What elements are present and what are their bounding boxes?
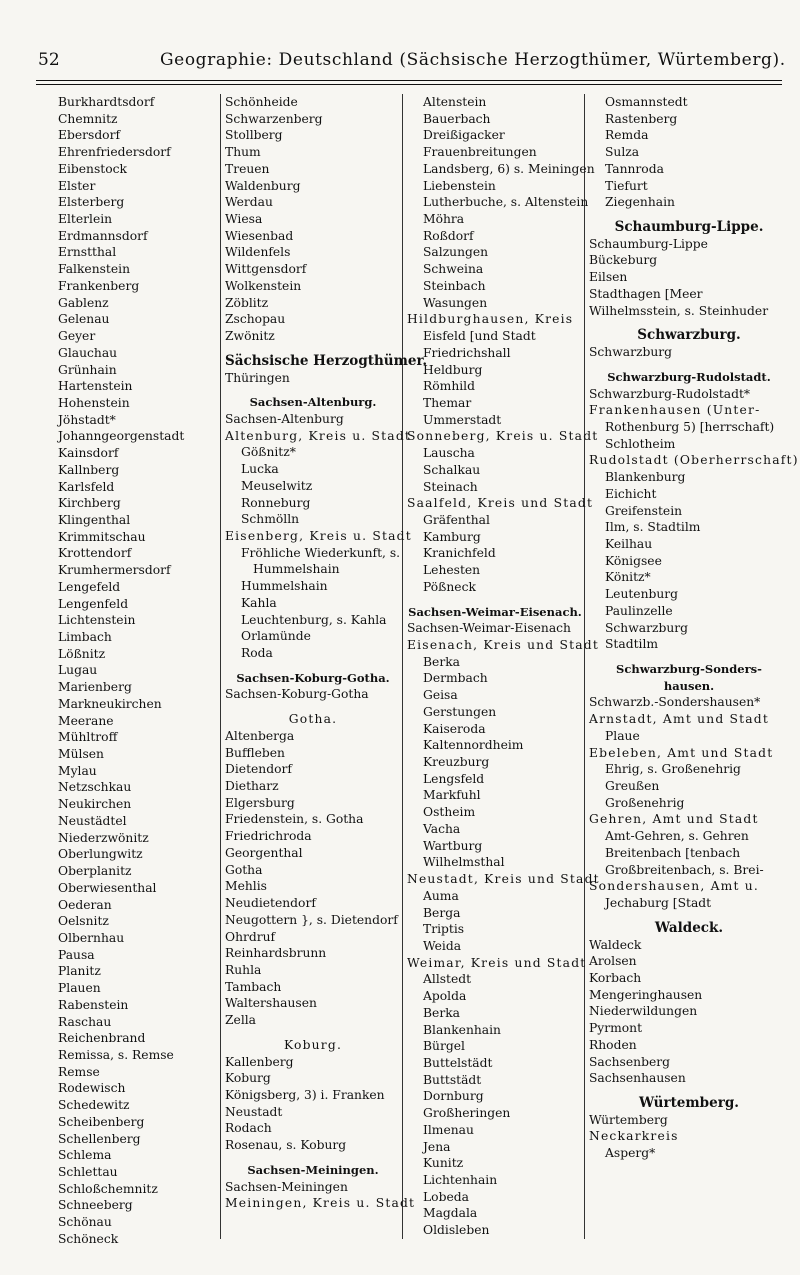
place-entry: Oelsnitz bbox=[58, 914, 109, 929]
place-entry: Gößnitz* bbox=[241, 445, 296, 460]
place-entry: Koburg bbox=[225, 1071, 271, 1086]
place-entry: Ronneburg bbox=[241, 495, 311, 510]
column-divider bbox=[584, 94, 585, 1239]
place-entry: Schlotheim bbox=[605, 436, 676, 451]
place-entry: Altenberga bbox=[225, 728, 295, 743]
place-entry: Ohrdruf bbox=[225, 929, 276, 944]
page-header bbox=[0, 44, 800, 74]
place-entry: Rodach bbox=[225, 1121, 272, 1136]
place-entry: Eibenstock bbox=[58, 161, 127, 176]
place-entry: Großbreitenbach, s. Brei- bbox=[605, 862, 764, 877]
place-entry: Gotha bbox=[225, 862, 263, 877]
place-entry: Thum bbox=[225, 145, 261, 160]
place-entry: Planitz bbox=[58, 964, 101, 979]
place-entry: Rhoden bbox=[589, 1037, 637, 1052]
place-entry: Kainsdorf bbox=[58, 446, 119, 461]
place-entry: Schwarzb.-Sondershausen* bbox=[589, 695, 761, 710]
place-entry: Glauchau bbox=[58, 345, 118, 360]
place-entry: Schedewitz bbox=[58, 1098, 130, 1113]
place-entry: Elster bbox=[58, 178, 96, 193]
place-entry: Scheibenberg bbox=[58, 1114, 145, 1129]
section-spacer bbox=[589, 361, 789, 369]
place-entry: Wilhelmsthal bbox=[423, 855, 505, 870]
place-entry: Rodewisch bbox=[58, 1081, 126, 1096]
place-entry: Pyrmont bbox=[589, 1021, 643, 1036]
place-entry: Friedrichshall bbox=[423, 345, 511, 360]
place-entry: Reichenbrand bbox=[58, 1031, 146, 1046]
place-entry: Königsee bbox=[605, 553, 662, 568]
place-entry: Burkhardtsdorf bbox=[58, 95, 155, 109]
place-entry: Großheringen bbox=[423, 1106, 511, 1121]
place-entry: Hohenstein bbox=[58, 395, 130, 410]
place-entry: Netzschkau bbox=[58, 780, 132, 795]
place-entry: Allstedt bbox=[423, 972, 472, 987]
place-entry: Waltershausen bbox=[225, 996, 317, 1011]
district-entry: Gotha. bbox=[288, 712, 338, 727]
place-entry: Rastenberg bbox=[605, 111, 678, 126]
place-entry: Kaltennordheim bbox=[423, 738, 524, 753]
place-entry: Kamburg bbox=[423, 529, 481, 544]
place-entry: Sulza bbox=[605, 145, 640, 160]
place-entry: Elgersburg bbox=[225, 795, 295, 810]
place-entry: Ilmenau bbox=[423, 1122, 474, 1137]
header-rule-top bbox=[36, 80, 782, 81]
place-entry: Kahla bbox=[241, 595, 277, 610]
place-entry: Elterlein bbox=[58, 212, 113, 227]
place-entry: Lößnitz bbox=[58, 646, 106, 661]
place-entry: Großenehrig bbox=[605, 795, 685, 810]
place-entry: Roßdorf bbox=[423, 228, 474, 243]
place-entry: Arolsen bbox=[589, 954, 637, 969]
place-entry: Mühltroff bbox=[58, 730, 118, 745]
section-spacer bbox=[407, 596, 583, 604]
place-entry: Salzungen bbox=[423, 245, 489, 260]
place-entry: Gelenau bbox=[58, 312, 110, 327]
place-entry: Wolkenstein bbox=[225, 278, 302, 293]
place-entry: Schwarzburg-Rudolstadt* bbox=[589, 386, 751, 401]
place-entry: Werdau bbox=[225, 195, 273, 210]
place-entry: Möhra bbox=[423, 212, 465, 227]
place-entry: Neustädtel bbox=[58, 813, 127, 828]
section-spacer bbox=[225, 386, 401, 394]
place-entry: Marienberg bbox=[58, 680, 132, 695]
place-entry: Altenstein bbox=[423, 95, 487, 109]
place-entry: Bauerbach bbox=[423, 111, 491, 126]
place-entry: Mengeringhausen bbox=[589, 987, 703, 1002]
district-entry: Weimar, Kreis und Stadt bbox=[407, 955, 587, 970]
place-entry: Limbach bbox=[58, 630, 112, 644]
place-entry: Thüringen bbox=[225, 370, 290, 385]
place-entry: Schweina bbox=[423, 262, 484, 277]
section-subheading: Schwarzburg-Sonders- bbox=[616, 662, 762, 676]
place-entry: Jena bbox=[423, 1139, 451, 1154]
place-entry: Kallenberg bbox=[225, 1054, 294, 1069]
place-entry: Tiefurt bbox=[605, 178, 648, 193]
place-entry: Ehrig, s. Großenehrig bbox=[605, 762, 741, 777]
column-divider bbox=[220, 94, 221, 1239]
place-entry: Krottendorf bbox=[58, 546, 132, 561]
district-entry: Arnstadt, Amt und Stadt bbox=[589, 712, 770, 727]
place-entry: Fröhliche Wiederkunft, s. bbox=[241, 545, 401, 560]
place-entry: Zwönitz bbox=[225, 329, 275, 344]
district-entry: Gehren, Amt und Stadt bbox=[589, 812, 759, 827]
place-entry: Kranichfeld bbox=[423, 546, 496, 561]
place-entry: Lengefeld bbox=[58, 579, 121, 594]
place-entry: Lichtenhain bbox=[423, 1173, 498, 1187]
place-entry: Paulinzelle bbox=[605, 603, 673, 618]
district-entry: Neustadt, Kreis und Stadt bbox=[407, 872, 600, 887]
place-entry: Reinhardsbrunn bbox=[225, 946, 327, 961]
place-entry: Wartburg bbox=[423, 838, 483, 853]
district-entry: Eisenberg, Kreis u. Stadt bbox=[225, 528, 412, 543]
place-entry: Olbernhau bbox=[58, 930, 125, 945]
place-entry: Weida bbox=[423, 938, 462, 953]
place-entry: Dornburg bbox=[423, 1089, 484, 1104]
column-1 bbox=[58, 94, 218, 1248]
place-entry: Wasungen bbox=[423, 295, 488, 310]
place-entry: Grünhain bbox=[58, 362, 117, 377]
place-entry: Landsberg, 6) s. Meiningen bbox=[423, 161, 595, 176]
place-entry: Blankenburg bbox=[605, 470, 686, 485]
place-entry: Zella bbox=[225, 1013, 257, 1028]
place-entry: Ruhla bbox=[225, 962, 262, 977]
place-entry: Lengsfeld bbox=[423, 771, 485, 786]
place-entry: Buffleben bbox=[225, 745, 285, 760]
place-entry: Pausa bbox=[58, 947, 95, 962]
place-entry: Wittgensdorf bbox=[225, 262, 307, 277]
section-heading: Schaumburg-Lippe. bbox=[614, 219, 764, 236]
place-entry: Erdmannsdorf bbox=[58, 228, 148, 243]
place-entry: Wiesa bbox=[225, 212, 263, 227]
place-entry: Lehesten bbox=[423, 563, 481, 578]
place-entry: Krimmitschau bbox=[58, 529, 146, 544]
place-entry: Karlsfeld bbox=[58, 479, 115, 494]
place-entry: Neugottern }, s. Dietendorf bbox=[225, 912, 398, 927]
place-entry: Stadtilm bbox=[605, 637, 659, 652]
place-entry: Schöneck bbox=[58, 1231, 119, 1246]
section-spacer bbox=[225, 703, 401, 711]
place-entry: Hummelshain bbox=[241, 579, 328, 594]
place-entry: Roda bbox=[241, 646, 273, 660]
place-entry: Sachsen-Weimar-Eisenach bbox=[407, 621, 571, 636]
place-entry: Magdala bbox=[423, 1206, 478, 1221]
place-entry: Bürgel bbox=[423, 1039, 465, 1054]
place-entry: Lichtenstein bbox=[58, 613, 136, 628]
place-entry: Rosenau, s. Koburg bbox=[225, 1138, 347, 1153]
place-entry: Tannroda bbox=[605, 161, 664, 176]
place-entry: Zöblitz bbox=[225, 295, 269, 310]
district-entry: Rudolstadt (Oberherrschaft) bbox=[589, 453, 799, 468]
section-spacer bbox=[589, 1087, 789, 1095]
place-entry: Eichicht bbox=[605, 486, 657, 501]
place-entry: Oederan bbox=[58, 897, 112, 912]
place-entry: Schlettau bbox=[58, 1165, 118, 1179]
place-entry: Berka bbox=[423, 1005, 460, 1020]
place-entry: Breitenbach [tenbach bbox=[605, 845, 741, 860]
place-entry: Zschopau bbox=[225, 312, 286, 327]
place-entry: Keilhau bbox=[605, 536, 653, 551]
place-entry: Ostheim bbox=[423, 805, 476, 820]
page-number: 52 bbox=[38, 50, 60, 70]
place-entry: Wiesenbad bbox=[225, 228, 294, 243]
place-entry: Raschau bbox=[58, 1014, 112, 1029]
section-spacer bbox=[225, 345, 401, 353]
place-entry: Ehrenfriedersdorf bbox=[58, 145, 171, 160]
place-entry: Stadthagen [Meer bbox=[589, 286, 703, 301]
place-entry: Lauscha bbox=[423, 446, 475, 461]
place-entry: Schellenberg bbox=[58, 1131, 141, 1146]
section-spacer bbox=[225, 1154, 401, 1162]
place-entry: Buttstädt bbox=[423, 1072, 482, 1087]
place-entry: Dreißigacker bbox=[423, 128, 505, 143]
place-entry: Würtemberg bbox=[589, 1112, 668, 1127]
place-entry: Friedenstein, s. Gotha bbox=[225, 812, 364, 827]
place-entry: Johanngeorgenstadt bbox=[58, 429, 185, 444]
column-divider bbox=[402, 94, 403, 1239]
district-entry: Frankenhausen (Unter- bbox=[589, 403, 761, 418]
place-entry: Ummerstadt bbox=[423, 412, 502, 427]
place-entry: Lugau bbox=[58, 663, 98, 678]
place-entry: Dietendorf bbox=[225, 762, 292, 777]
place-entry: Kirchberg bbox=[58, 496, 121, 511]
place-entry: Remissa, s. Remse bbox=[58, 1047, 174, 1062]
place-entry: Rabenstein bbox=[58, 997, 129, 1012]
section-spacer bbox=[225, 1029, 401, 1037]
place-entry: Schwarzburg bbox=[605, 620, 688, 635]
place-entry: Wilhelmsstein, s. Steinhuder bbox=[589, 303, 769, 318]
place-entry: Wildenfels bbox=[225, 245, 291, 260]
section-subheading: hausen. bbox=[663, 678, 715, 693]
place-entry: Lengenfeld bbox=[58, 596, 129, 611]
place-entry: Berka bbox=[423, 654, 460, 669]
place-entry: Frauenbreitungen bbox=[423, 145, 537, 160]
district-entry: Sondershausen, Amt u. bbox=[589, 879, 760, 894]
place-entry: Heldburg bbox=[423, 362, 483, 377]
place-entry: Plaue bbox=[605, 728, 640, 743]
place-entry: Berga bbox=[423, 905, 461, 920]
place-entry: Sachsen-Koburg-Gotha bbox=[225, 687, 369, 702]
section-spacer bbox=[589, 211, 789, 219]
column-3 bbox=[407, 94, 600, 1239]
place-entry: Gräfenthal bbox=[423, 512, 490, 527]
place-entry: Asperg* bbox=[605, 1146, 656, 1161]
place-entry: Eilsen bbox=[589, 270, 628, 285]
section-subheading: Sachsen-Meiningen. bbox=[247, 1162, 379, 1177]
place-entry: Elsterberg bbox=[58, 195, 125, 210]
place-entry: Hummelshain bbox=[253, 562, 340, 577]
section-spacer bbox=[589, 912, 789, 920]
place-entry: Remse bbox=[58, 1064, 100, 1079]
place-entry: Geyer bbox=[58, 329, 96, 344]
place-entry: Lucka bbox=[241, 462, 279, 477]
place-entry: Steinbach bbox=[423, 278, 486, 293]
section-heading: Schwarzburg. bbox=[637, 327, 741, 344]
place-entry: Kreuzburg bbox=[423, 755, 490, 770]
place-entry: Rothenburg 5) [herrschaft) bbox=[605, 419, 775, 434]
place-entry: Ebersdorf bbox=[58, 128, 121, 143]
place-entry: Oberwiesenthal bbox=[58, 880, 157, 895]
place-entry: Schwarzenberg bbox=[225, 111, 323, 126]
place-entry: Schalkau bbox=[423, 462, 481, 477]
place-entry: Leuchtenburg, s. Kahla bbox=[241, 612, 387, 627]
place-entry: Schlema bbox=[58, 1148, 112, 1163]
place-entry: Jechaburg [Stadt bbox=[605, 896, 712, 911]
place-entry: Amt-Gehren, s. Gehren bbox=[605, 829, 749, 844]
place-entry: Greifenstein bbox=[605, 503, 683, 518]
place-entry: Orlamünde bbox=[241, 629, 311, 644]
place-entry: Waldeck bbox=[589, 937, 642, 952]
place-entry: Schönheide bbox=[225, 95, 298, 109]
place-entry: Jöhstadt* bbox=[58, 412, 116, 427]
place-entry: Bückeburg bbox=[589, 253, 658, 268]
district-entry: Altenburg, Kreis u. Stadt bbox=[225, 428, 412, 443]
place-entry: Leutenburg bbox=[605, 587, 679, 602]
place-entry: Sachsen-Altenburg bbox=[225, 411, 344, 426]
place-entry: Ernstthal bbox=[58, 245, 117, 260]
place-entry: Mehlis bbox=[225, 879, 267, 894]
place-entry: Hartenstein bbox=[58, 379, 133, 394]
place-entry: Triptis bbox=[423, 922, 465, 937]
section-heading: Waldeck. bbox=[654, 919, 724, 936]
place-entry: Meerane bbox=[58, 713, 114, 728]
header-rule-bottom bbox=[36, 84, 782, 85]
place-entry: Blankenhain bbox=[423, 1022, 501, 1037]
place-entry: Tambach bbox=[225, 979, 282, 994]
place-entry: Krumhermersdorf bbox=[58, 563, 171, 578]
place-entry: Friedrichroda bbox=[225, 829, 312, 844]
section-heading: Würtemberg. bbox=[639, 1094, 739, 1111]
place-entry: Auma bbox=[423, 888, 459, 903]
place-entry: Sachsenhausen bbox=[589, 1071, 686, 1086]
district-entry: Neckarkreis bbox=[589, 1129, 679, 1144]
place-entry: Schaumburg-Lippe bbox=[589, 236, 708, 251]
place-entry: Gablenz bbox=[58, 295, 109, 310]
place-entry: Mylau bbox=[58, 763, 97, 778]
column-2 bbox=[225, 94, 428, 1212]
district-entry: Sonneberg, Kreis u. Stadt bbox=[407, 429, 599, 444]
place-entry: Dermbach bbox=[423, 671, 488, 686]
place-entry: Remda bbox=[605, 128, 649, 143]
section-spacer bbox=[589, 319, 789, 327]
place-entry: Schneeberg bbox=[58, 1198, 133, 1213]
column-4 bbox=[589, 94, 799, 1162]
section-subheading: Sachsen-Altenburg. bbox=[249, 395, 377, 410]
page-title: Geographie: Deutschland (Sächsische Herzogthümer, Würtemberg). bbox=[160, 50, 786, 70]
place-entry: Vacha bbox=[423, 821, 461, 836]
place-entry: Eisfeld [und Stadt bbox=[423, 329, 536, 344]
place-entry: Neudietendorf bbox=[225, 896, 316, 911]
place-entry: Plauen bbox=[58, 981, 101, 996]
place-entry: Neustadt bbox=[225, 1104, 283, 1119]
place-entry: Königsberg, 3) i. Franken bbox=[225, 1087, 385, 1102]
place-entry: Buttelstädt bbox=[423, 1055, 493, 1070]
section-subheading: Sachsen-Koburg-Gotha. bbox=[236, 670, 390, 685]
place-entry: Geisa bbox=[423, 688, 458, 703]
place-entry: Schmölln bbox=[241, 512, 300, 527]
place-entry: Pößneck bbox=[423, 579, 476, 594]
place-entry: Osmannstedt bbox=[605, 95, 688, 109]
place-entry: Sachsenberg bbox=[589, 1054, 670, 1069]
place-entry: Klingenthal bbox=[58, 512, 131, 527]
place-entry: Ziegenhain bbox=[605, 195, 675, 210]
place-entry: Kaiseroda bbox=[423, 721, 486, 736]
place-entry: Ilm, s. Stadtilm bbox=[605, 520, 701, 535]
place-entry: Markfuhl bbox=[423, 788, 481, 803]
place-entry: Steinach bbox=[423, 479, 478, 494]
place-entry: Oberplanitz bbox=[58, 864, 132, 879]
place-entry: Schloßchemnitz bbox=[58, 1181, 158, 1196]
section-subheading: Sachsen-Weimar-Eisenach. bbox=[408, 604, 582, 619]
place-entry: Meuselwitz bbox=[241, 478, 313, 493]
district-entry: Hildburghausen, Kreis bbox=[407, 312, 574, 327]
district-entry: Eisenach, Kreis und Stadt bbox=[407, 638, 599, 652]
place-entry: Dietharz bbox=[225, 779, 279, 794]
place-entry: Lobeda bbox=[423, 1189, 469, 1204]
district-entry: Ebeleben, Amt und Stadt bbox=[589, 745, 774, 760]
section-subheading: Schwarzburg-Rudolstadt. bbox=[607, 369, 771, 384]
place-entry: Gerstungen bbox=[423, 704, 497, 719]
place-entry: Georgenthal bbox=[225, 845, 303, 860]
place-entry: Römhild bbox=[423, 379, 475, 394]
place-entry: Niederwildungen bbox=[589, 1004, 698, 1019]
place-entry: Kallnberg bbox=[58, 462, 120, 477]
section-spacer bbox=[589, 653, 789, 661]
place-entry: Schwarzburg bbox=[589, 345, 672, 360]
place-entry: Stollberg bbox=[225, 128, 283, 143]
place-entry: Niederzwönitz bbox=[58, 830, 149, 845]
place-entry: Sachsen-Meiningen bbox=[225, 1179, 348, 1194]
place-entry: Mülsen bbox=[58, 747, 104, 762]
district-entry: Koburg. bbox=[283, 1037, 343, 1052]
place-entry: Korbach bbox=[589, 970, 642, 985]
section-spacer bbox=[225, 662, 401, 670]
place-entry: Waldenburg bbox=[225, 178, 301, 193]
district-entry: Meiningen, Kreis u. Stadt bbox=[225, 1196, 416, 1211]
place-entry: Oldisleben bbox=[423, 1223, 490, 1238]
place-entry: Apolda bbox=[423, 989, 467, 1004]
district-entry: Saalfeld, Kreis und Stadt bbox=[407, 496, 594, 511]
place-entry: Chemnitz bbox=[58, 111, 118, 126]
place-entry: Kunitz bbox=[423, 1156, 464, 1171]
place-entry: Falkenstein bbox=[58, 262, 130, 277]
place-entry: Themar bbox=[423, 395, 472, 410]
place-entry: Treuen bbox=[225, 161, 270, 176]
section-heading: Sächsische Herzogthümer. bbox=[225, 352, 428, 369]
place-entry: Frankenberg bbox=[58, 278, 140, 293]
place-entry: Oberlungwitz bbox=[58, 847, 143, 862]
place-entry: Schönau bbox=[58, 1215, 112, 1230]
place-entry: Liebenstein bbox=[423, 178, 496, 193]
place-entry: Könitz* bbox=[605, 570, 651, 585]
place-entry: Neukirchen bbox=[58, 797, 132, 812]
place-entry: Lutherbuche, s. Altenstein bbox=[423, 195, 589, 210]
place-entry: Markneukirchen bbox=[58, 696, 162, 711]
place-entry: Greußen bbox=[605, 779, 660, 794]
